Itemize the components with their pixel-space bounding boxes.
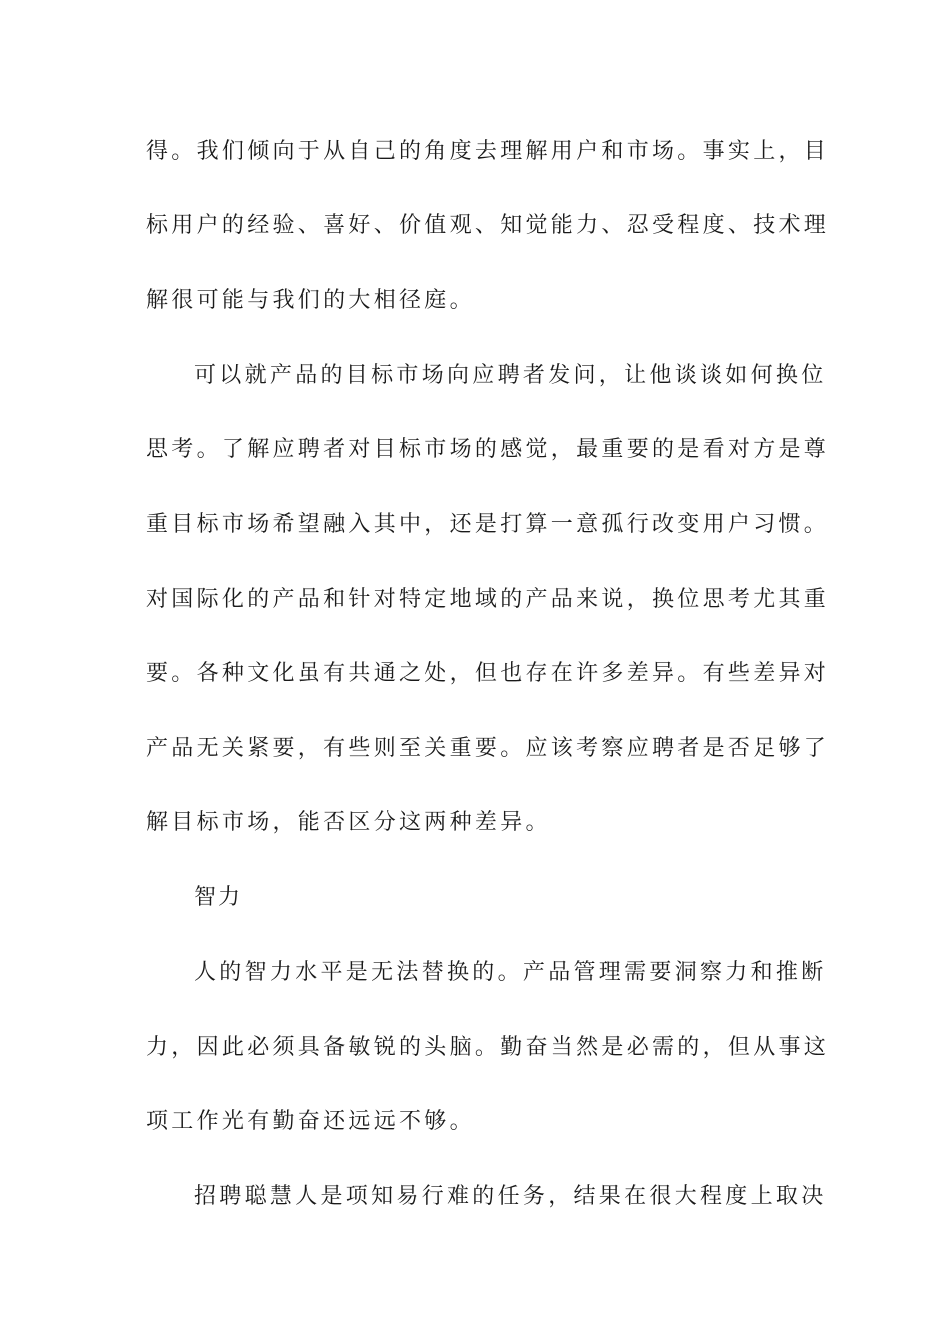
- section-heading: 智力: [194, 885, 243, 910]
- paragraph-line: 重目标市场希望融入其中，还是打算一意孤行改变用户习惯。: [146, 512, 830, 537]
- paragraph-line: 得。我们倾向于从自己的角度去理解用户和市场。事实上，目: [146, 139, 830, 164]
- paragraph-line: 可以就产品的目标市场向应聘者发问，让他谈谈如何换位: [194, 363, 827, 388]
- paragraph-line: 解目标市场，能否区分这两种差异。: [146, 810, 551, 835]
- paragraph-line: 要。各种文化虽有共通之处，但也存在许多差异。有些差异对: [146, 661, 830, 686]
- paragraph-line: 产品无关紧要，有些则至关重要。应该考察应聘者是否足够了: [146, 736, 830, 761]
- paragraph-line: 解很可能与我们的大相径庭。: [146, 288, 475, 313]
- paragraph-line: 招聘聪慧人是项知易行难的任务，结果在很大程度上取决: [194, 1184, 827, 1209]
- paragraph-line: 项工作光有勤奋还远远不够。: [146, 1109, 475, 1134]
- paragraph-line: 标用户的经验、喜好、价值观、知觉能力、忍受程度、技术理: [146, 213, 830, 238]
- paragraph-line: 思考。了解应聘者对目标市场的感觉，最重要的是看对方是尊: [146, 437, 830, 462]
- paragraph-line: 对国际化的产品和针对特定地域的产品来说，换位思考尤其重: [146, 587, 830, 612]
- paragraph-line: 人的智力水平是无法替换的。产品管理需要洞察力和推断: [194, 960, 827, 985]
- paragraph-line: 力，因此必须具备敏锐的头脑。勤奋当然是必需的，但从事这: [146, 1035, 830, 1060]
